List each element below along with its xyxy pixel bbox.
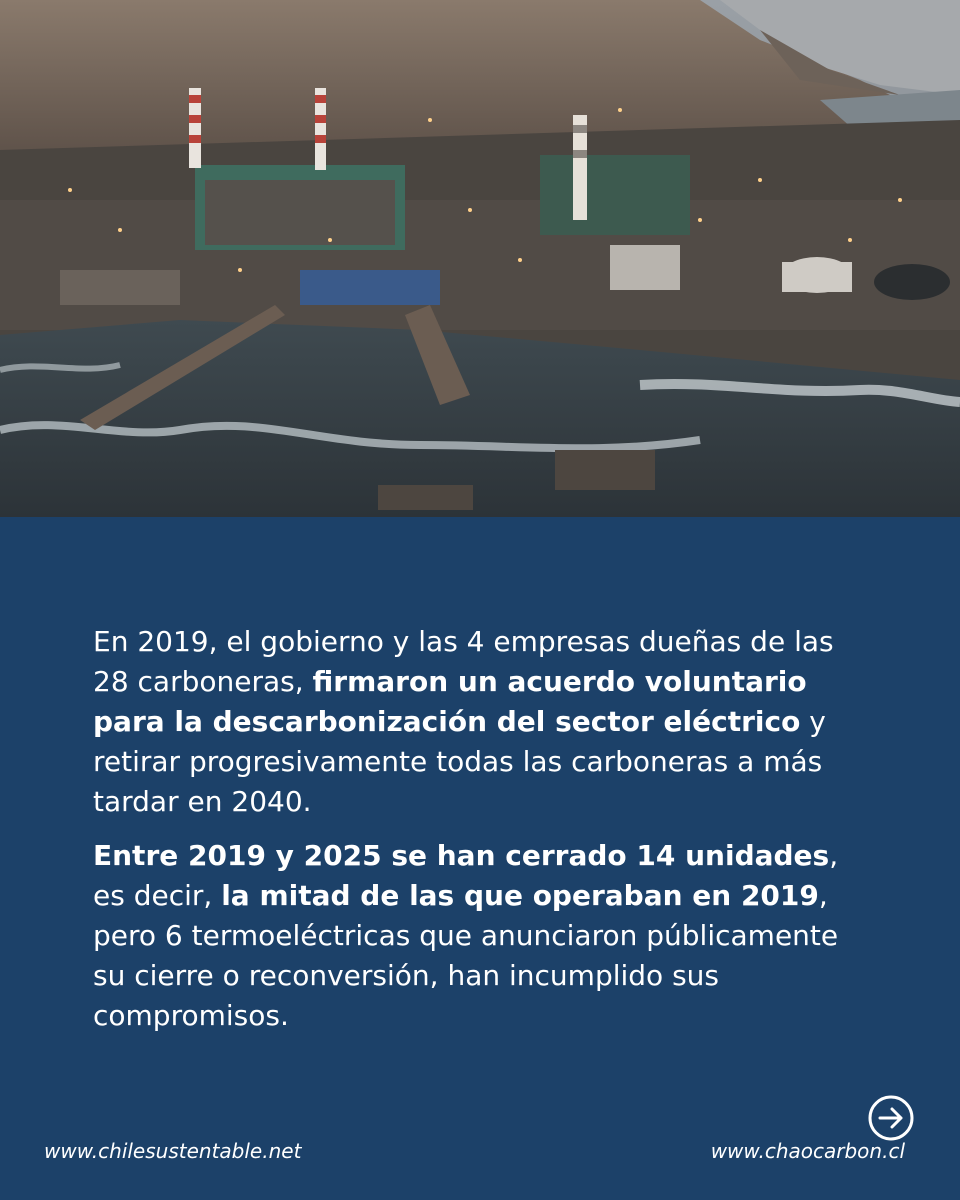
p1-text-c: y retirar progresivamente todas las carboneras a más tardar en 2040. — [93, 705, 826, 818]
body-text — [93, 622, 873, 1050]
p2-bold-a: Entre 2019 y 2025 se han cerrado 14 unidades — [93, 839, 830, 872]
next-arrow-button[interactable] — [867, 1094, 915, 1142]
arrow-right-circle-icon — [867, 1094, 915, 1142]
text-panel — [0, 517, 960, 1200]
footer-link-chilesustentable[interactable]: www.chilesustentable.net — [44, 1139, 302, 1163]
paragraph-agreement — [93, 622, 873, 822]
p1-text-a: En 2019, el gobierno y las 4 empresas dueñas de las 28 carboneras, — [93, 625, 834, 698]
p1-bold: firmaron un acuerdo voluntario para la descarbonización del sector eléctrico — [93, 665, 807, 738]
p2-text-d: , pero 6 termoeléctricas que anunciaron públicamente su cierre o reconversión, han incumplido sus compromisos. — [93, 879, 839, 1032]
p2-bold-c: la mitad de las que operaban en 2019 — [221, 879, 819, 912]
coal-plant-photo — [0, 0, 960, 517]
p2-text-b: , es decir, — [93, 839, 839, 912]
footer-link-chaocarbon[interactable]: www.chaocarbon.cl — [710, 1139, 905, 1163]
paragraph-closures — [93, 836, 873, 1036]
